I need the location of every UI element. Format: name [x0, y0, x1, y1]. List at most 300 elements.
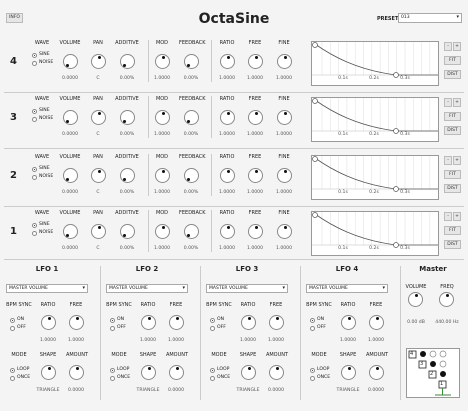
bpm-sync-off-label: OFF: [217, 325, 226, 330]
feedback-knob[interactable]: [184, 168, 199, 183]
lfo-ratio-label: RATIO: [240, 302, 256, 308]
knob-indicator: [123, 178, 126, 181]
mod-value: 1.0000: [153, 132, 171, 137]
envelope-tick-label: 0.1s: [338, 76, 348, 81]
ratio-knob[interactable]: [220, 168, 235, 183]
free-value: 1.0000: [246, 190, 264, 195]
volume-label: VOLUME: [59, 40, 81, 46]
lfo-shape-value: TRIANGLE: [136, 388, 160, 393]
operator-number: 1: [10, 226, 17, 237]
bpm-sync-off-label: OFF: [117, 325, 126, 330]
ratio-value: 1.0000: [218, 246, 236, 251]
knob-indicator: [248, 317, 251, 320]
knob-indicator: [187, 64, 190, 67]
pan-label: PAN: [93, 96, 103, 102]
fit-button[interactable]: FIT: [444, 170, 461, 179]
lfo-target-dropdown[interactable]: [306, 284, 388, 293]
bpm-sync-on-radio[interactable]: [210, 318, 215, 323]
mod-matrix-label-1: 1: [440, 381, 444, 387]
lfo-title: LFO 2: [135, 265, 159, 273]
knob-indicator: [227, 170, 230, 173]
knob-indicator: [176, 367, 179, 370]
feedback-label: FEEDBACK: [179, 40, 206, 46]
lfo-once-label: ONCE: [217, 375, 231, 380]
wave-sine-label: SINE: [39, 52, 50, 57]
wave-noise-radio[interactable]: [32, 117, 37, 122]
ratio-label: RATIO: [219, 154, 235, 160]
additive-knob[interactable]: [120, 224, 135, 239]
wave-sine-radio[interactable]: [32, 109, 37, 114]
knob-indicator: [76, 367, 79, 370]
bpm-sync-off-radio[interactable]: [210, 326, 215, 331]
volume-knob[interactable]: [63, 168, 78, 183]
fine-knob[interactable]: [277, 54, 292, 69]
lfo-amount-label: AMOUNT: [365, 352, 389, 358]
lfo-free-knob[interactable]: [369, 315, 384, 330]
lfo-mode-label: MODE: [111, 352, 127, 358]
bpm-sync-on-label: ON: [217, 317, 225, 322]
lfo-free-value: 1.0000: [367, 338, 385, 343]
lfo-free-knob[interactable]: [269, 315, 284, 330]
mod-value: 1.0000: [153, 76, 171, 81]
envelope-editor[interactable]: [311, 155, 439, 200]
fine-label: FINE: [278, 210, 290, 216]
fit-button[interactable]: FIT: [444, 112, 461, 121]
envelope-tick-label: 0.2s: [369, 246, 379, 251]
lfo-once-label: ONCE: [117, 375, 131, 380]
lfo-target-value: MASTER VOLUME: [109, 286, 148, 291]
knob-indicator: [187, 120, 190, 123]
wave-label: WAVE: [34, 154, 50, 160]
bpm-sync-on-radio[interactable]: [10, 318, 15, 323]
knob-indicator: [415, 294, 418, 297]
group-divider: [148, 210, 149, 252]
knob-indicator: [227, 56, 230, 59]
operator-divider: [4, 206, 464, 207]
lfo-ratio-knob[interactable]: [241, 315, 256, 330]
knob-indicator: [148, 317, 151, 320]
bpm-sync-label: BPM SYNC: [206, 302, 232, 308]
ratio-label: RATIO: [219, 40, 235, 46]
fit-button[interactable]: FIT: [444, 56, 461, 65]
lfo-shape-knob[interactable]: [141, 365, 156, 380]
chevron-down-icon: ▾: [382, 285, 385, 291]
mod-matrix-label-4: 4: [410, 351, 414, 357]
wave-sine-radio[interactable]: [32, 53, 37, 58]
additive-knob[interactable]: [120, 110, 135, 125]
envelope-tick-label: 0.1s: [338, 132, 348, 137]
wave-noise-radio[interactable]: [32, 175, 37, 180]
lfo-amount-value: 0.0000: [267, 388, 285, 393]
group-divider: [211, 210, 212, 252]
chevron-down-icon: ▾: [82, 285, 85, 291]
pan-knob[interactable]: [91, 168, 106, 183]
additive-value: 0.00%: [119, 76, 135, 81]
knob-indicator: [98, 56, 101, 59]
ratio-knob[interactable]: [220, 224, 235, 239]
knob-indicator: [284, 170, 287, 173]
dist-button[interactable]: DIST: [444, 184, 461, 193]
wave-sine-radio[interactable]: [32, 167, 37, 172]
bpm-sync-label: BPM SYNC: [6, 302, 32, 308]
mod-value: 1.0000: [153, 190, 171, 195]
free-label: FREE: [248, 154, 262, 160]
dist-button[interactable]: DIST: [444, 126, 461, 135]
operator-divider: [4, 148, 464, 149]
wave-sine-label: SINE: [39, 222, 50, 227]
feedback-value: 0.00%: [183, 190, 199, 195]
wave-sine-label: SINE: [39, 166, 50, 171]
mod-value: 1.0000: [153, 246, 171, 251]
lfo-free-label: FREE: [369, 302, 383, 308]
feedback-value: 0.00%: [183, 76, 199, 81]
wave-label: WAVE: [34, 210, 50, 216]
lfo-free-label: FREE: [169, 302, 183, 308]
pan-label: PAN: [93, 210, 103, 216]
pan-value: C: [96, 246, 100, 251]
lfo-loop-radio[interactable]: [210, 368, 215, 373]
ratio-knob[interactable]: [220, 110, 235, 125]
lfo-loop-radio[interactable]: [310, 368, 315, 373]
knob-indicator: [162, 56, 165, 59]
free-value: 1.0000: [246, 132, 264, 137]
mod-label: MOD: [155, 40, 169, 46]
lfo-amount-label: AMOUNT: [65, 352, 89, 358]
operator-number: 2: [10, 170, 17, 181]
lfo-once-radio[interactable]: [10, 376, 15, 381]
wave-noise-radio[interactable]: [32, 61, 37, 66]
envelope-editor[interactable]: [311, 211, 439, 256]
lfo-amount-knob[interactable]: [69, 365, 84, 380]
lfo-ratio-value: 1.0000: [339, 338, 357, 343]
mod-matrix[interactable]: [406, 348, 460, 398]
volume-value: 0.0000: [61, 246, 79, 251]
lfo-title: LFO 4: [335, 265, 359, 273]
chevron-down-icon: ▾: [282, 285, 285, 291]
lfo-amount-knob[interactable]: [169, 365, 184, 380]
ratio-value: 1.0000: [218, 76, 236, 81]
free-label: FREE: [248, 210, 262, 216]
lfo-amount-knob[interactable]: [269, 365, 284, 380]
operator-number: 3: [10, 112, 17, 123]
knob-indicator: [176, 317, 179, 320]
lfo-once-radio[interactable]: [310, 376, 315, 381]
zoom-in-button[interactable]: +: [453, 156, 461, 165]
volume-label: VOLUME: [59, 154, 81, 160]
knob-indicator: [276, 367, 279, 370]
knob-indicator: [255, 112, 258, 115]
knob-indicator: [162, 112, 165, 115]
bpm-sync-off-radio[interactable]: [10, 326, 15, 331]
lfo-amount-value: 0.0000: [367, 388, 385, 393]
fine-label: FINE: [278, 40, 290, 46]
ratio-value: 1.0000: [218, 132, 236, 137]
lfo-target-value: MASTER VOLUME: [9, 286, 48, 291]
mod-knob[interactable]: [155, 168, 170, 183]
mod-knob[interactable]: [155, 54, 170, 69]
wave-noise-label: NOISE: [39, 230, 54, 235]
additive-knob[interactable]: [120, 54, 135, 69]
lfo-free-label: FREE: [69, 302, 83, 308]
fine-knob[interactable]: [277, 224, 292, 239]
master-freq-label: FREQ: [440, 284, 454, 290]
envelope-tick-label: 0.1s: [338, 246, 348, 251]
knob-indicator: [162, 226, 165, 229]
zoom-out-button[interactable]: -: [444, 156, 452, 165]
chevron-down-icon: ▾: [456, 14, 459, 20]
fine-value: 1.0000: [275, 76, 293, 81]
wave-sine-label: SINE: [39, 108, 50, 113]
lfo-loop-radio[interactable]: [110, 368, 115, 373]
pan-knob[interactable]: [91, 54, 106, 69]
lfo-mode-label: MODE: [11, 352, 27, 358]
bpm-sync-off-radio[interactable]: [310, 326, 315, 331]
mod-matrix-graphic: [407, 349, 461, 399]
free-value: 1.0000: [246, 246, 264, 251]
knob-indicator: [255, 226, 258, 229]
envelope-tick-label: 0.2s: [369, 76, 379, 81]
free-knob[interactable]: [248, 54, 263, 69]
lfo-shape-label: SHAPE: [339, 352, 357, 358]
lfo-amount-label: AMOUNT: [265, 352, 289, 358]
feedback-value: 0.00%: [183, 246, 199, 251]
knob-indicator: [276, 317, 279, 320]
knob-indicator: [348, 367, 351, 370]
knob-indicator: [227, 226, 230, 229]
feedback-label: FEEDBACK: [179, 210, 206, 216]
lfo-ratio-value: 1.0000: [239, 338, 257, 343]
knob-indicator: [187, 234, 190, 237]
knob-indicator: [66, 64, 69, 67]
envelope-editor[interactable]: [311, 41, 439, 86]
lfo-amount-label: AMOUNT: [165, 352, 189, 358]
wave-noise-label: NOISE: [39, 174, 54, 179]
zoom-out-button[interactable]: -: [444, 98, 452, 107]
lfo-loop-radio[interactable]: [10, 368, 15, 373]
free-value: 1.0000: [246, 76, 264, 81]
master-volume-knob[interactable]: [408, 292, 423, 307]
knob-indicator: [66, 234, 69, 237]
volume-knob[interactable]: [63, 224, 78, 239]
knob-indicator: [376, 317, 379, 320]
master-title: Master: [419, 265, 447, 273]
lfo-shape-knob[interactable]: [241, 365, 256, 380]
master-volume-label: VOLUME: [405, 284, 427, 290]
fit-button[interactable]: FIT: [444, 226, 461, 235]
feedback-knob[interactable]: [184, 224, 199, 239]
envelope-tick-label: 0.1s: [338, 190, 348, 195]
lfo-target-dropdown[interactable]: [206, 284, 288, 293]
volume-value: 0.0000: [61, 132, 79, 137]
envelope-tick-label: 0.3s: [400, 132, 410, 137]
lfo-shape-knob[interactable]: [41, 365, 56, 380]
lfo-shape-knob[interactable]: [341, 365, 356, 380]
wave-sine-radio[interactable]: [32, 223, 37, 228]
free-knob[interactable]: [248, 110, 263, 125]
knob-indicator: [123, 64, 126, 67]
bpm-sync-off-label: OFF: [17, 325, 26, 330]
additive-label: ADDITIVE: [115, 40, 139, 46]
mod-matrix-label-2: 2: [430, 371, 434, 377]
pan-label: PAN: [93, 154, 103, 160]
lfo-amount-knob[interactable]: [369, 365, 384, 380]
fine-knob[interactable]: [277, 110, 292, 125]
feedback-knob[interactable]: [184, 110, 199, 125]
knob-indicator: [248, 367, 251, 370]
ratio-label: RATIO: [219, 96, 235, 102]
master-freq-knob[interactable]: [439, 292, 454, 307]
bpm-sync-off-radio[interactable]: [110, 326, 115, 331]
lfo-target-dropdown[interactable]: [6, 284, 88, 293]
bpm-sync-on-radio[interactable]: [110, 318, 115, 323]
knob-indicator: [98, 112, 101, 115]
knob-indicator: [98, 226, 101, 229]
wave-noise-radio[interactable]: [32, 231, 37, 236]
knob-indicator: [227, 112, 230, 115]
lfo-divider: [400, 266, 401, 400]
free-label: FREE: [248, 40, 262, 46]
lfo-once-radio[interactable]: [210, 376, 215, 381]
lfo-mode-label: MODE: [311, 352, 327, 358]
additive-knob[interactable]: [120, 168, 135, 183]
zoom-out-button[interactable]: -: [444, 212, 452, 221]
fine-label: FINE: [278, 96, 290, 102]
bpm-sync-on-radio[interactable]: [310, 318, 315, 323]
fine-value: 1.0000: [275, 190, 293, 195]
lfo-amount-value: 0.0000: [67, 388, 85, 393]
mod-label: MOD: [155, 96, 169, 102]
lfo-once-label: ONCE: [317, 375, 331, 380]
lfo-shape-label: SHAPE: [139, 352, 157, 358]
envelope-tick-label: 0.2s: [369, 190, 379, 195]
operator-number: 4: [10, 56, 17, 67]
zoom-in-button[interactable]: +: [453, 212, 461, 221]
preset-dropdown[interactable]: [398, 13, 462, 23]
zoom-in-button[interactable]: +: [453, 42, 461, 51]
lfo-target-dropdown[interactable]: [106, 284, 188, 293]
wave-noise-label: NOISE: [39, 60, 54, 65]
additive-label: ADDITIVE: [115, 210, 139, 216]
knob-indicator: [148, 367, 151, 370]
knob-indicator: [123, 120, 126, 123]
lfo-divider: [200, 266, 201, 400]
lfo-loop-label: LOOP: [317, 367, 330, 372]
lfo-target-value: MASTER VOLUME: [309, 286, 348, 291]
lfo-free-label: FREE: [269, 302, 283, 308]
knob-indicator: [66, 178, 69, 181]
bpm-sync-on-label: ON: [317, 317, 325, 322]
lfo-once-radio[interactable]: [110, 376, 115, 381]
knob-indicator: [162, 170, 165, 173]
envelope-tick-label: 0.3s: [400, 190, 410, 195]
operator-divider: [4, 92, 464, 93]
lfo-divider: [100, 266, 101, 400]
group-divider: [148, 96, 149, 138]
volume-label: VOLUME: [59, 96, 81, 102]
lfo-ratio-knob[interactable]: [41, 315, 56, 330]
bpm-sync-on-label: ON: [17, 317, 25, 322]
zoom-out-button[interactable]: -: [444, 42, 452, 51]
lfo-once-label: ONCE: [17, 375, 31, 380]
fine-knob[interactable]: [277, 168, 292, 183]
lfo-shape-value: TRIANGLE: [336, 388, 360, 393]
dist-button[interactable]: DIST: [444, 70, 461, 79]
section-divider: [4, 259, 464, 260]
free-knob[interactable]: [248, 168, 263, 183]
free-knob[interactable]: [248, 224, 263, 239]
volume-value: 0.0000: [61, 76, 79, 81]
zoom-in-button[interactable]: +: [453, 98, 461, 107]
pan-knob[interactable]: [91, 110, 106, 125]
knob-indicator: [255, 170, 258, 173]
ratio-label: RATIO: [219, 210, 235, 216]
mod-label: MOD: [155, 154, 169, 160]
mod-label: MOD: [155, 210, 169, 216]
pan-value: C: [96, 76, 100, 81]
pan-value: C: [96, 132, 100, 137]
lfo-shape-value: TRIANGLE: [36, 388, 60, 393]
lfo-amount-value: 0.0000: [167, 388, 185, 393]
knob-indicator: [376, 367, 379, 370]
knob-indicator: [66, 120, 69, 123]
fine-value: 1.0000: [275, 132, 293, 137]
lfo-shape-value: TRIANGLE: [236, 388, 260, 393]
knob-indicator: [48, 317, 51, 320]
lfo-free-value: 1.0000: [267, 338, 285, 343]
mod-knob[interactable]: [155, 224, 170, 239]
pan-label: PAN: [93, 40, 103, 46]
lfo-loop-label: LOOP: [217, 367, 230, 372]
info-button[interactable]: INFO: [6, 13, 23, 23]
lfo-loop-label: LOOP: [117, 367, 130, 372]
lfo-ratio-knob[interactable]: [141, 315, 156, 330]
lfo-ratio-value: 1.0000: [39, 338, 57, 343]
additive-value: 0.00%: [119, 190, 135, 195]
volume-knob[interactable]: [63, 110, 78, 125]
lfo-shape-label: SHAPE: [39, 352, 57, 358]
feedback-knob[interactable]: [184, 54, 199, 69]
envelope-editor[interactable]: [311, 97, 439, 142]
knob-indicator: [284, 226, 287, 229]
lfo-shape-label: SHAPE: [239, 352, 257, 358]
additive-label: ADDITIVE: [115, 96, 139, 102]
ratio-knob[interactable]: [220, 54, 235, 69]
app-title: OctaSine: [198, 11, 270, 27]
lfo-ratio-knob[interactable]: [341, 315, 356, 330]
knob-indicator: [76, 317, 79, 320]
knob-indicator: [284, 56, 287, 59]
volume-value: 0.0000: [61, 190, 79, 195]
lfo-ratio-label: RATIO: [340, 302, 356, 308]
bpm-sync-off-label: OFF: [317, 325, 326, 330]
group-divider: [148, 154, 149, 196]
additive-label: ADDITIVE: [115, 154, 139, 160]
lfo-free-knob[interactable]: [69, 315, 84, 330]
mod-knob[interactable]: [155, 110, 170, 125]
envelope-tick-label: 0.3s: [400, 246, 410, 251]
knob-indicator: [123, 234, 126, 237]
envelope-tick-label: 0.3s: [400, 76, 410, 81]
dist-button[interactable]: DIST: [444, 240, 461, 249]
lfo-free-knob[interactable]: [169, 315, 184, 330]
pan-knob[interactable]: [91, 224, 106, 239]
wave-label: WAVE: [34, 96, 50, 102]
lfo-target-value: MASTER VOLUME: [209, 286, 248, 291]
group-divider: [148, 40, 149, 82]
volume-knob[interactable]: [63, 54, 78, 69]
knob-indicator: [446, 294, 449, 297]
master-volume-value: 0.00 dB: [407, 320, 425, 325]
